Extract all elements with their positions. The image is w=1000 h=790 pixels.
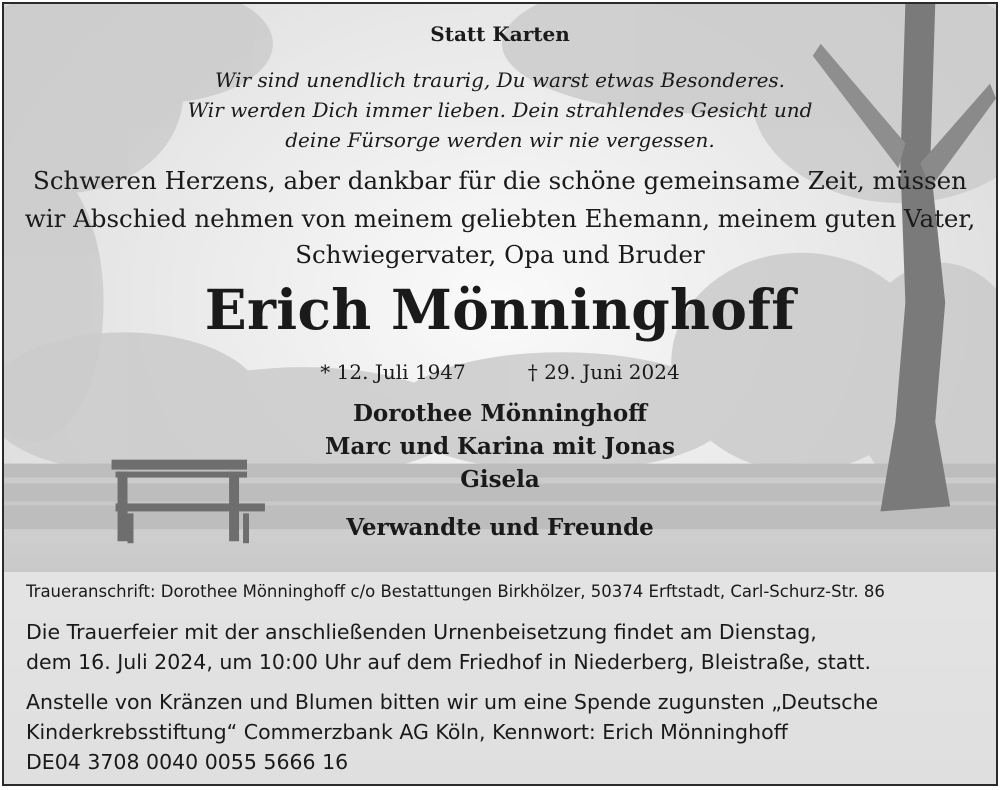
death-date: † 29. Juni 2024 bbox=[527, 360, 680, 384]
motto-line-1: Wir sind unendlich traurig, Du warst etwas Besonderes. bbox=[214, 68, 786, 92]
deceased-name: Erich Mönninghoff bbox=[204, 277, 796, 342]
lead-line-3: Schwiegervater, Opa und Bruder bbox=[295, 240, 705, 269]
motto-line-2: Wir werden Dich immer lieben. Dein strahlendes Gesicht und bbox=[187, 98, 813, 122]
obituary-notice bbox=[2, 2, 998, 786]
mourner-3: Gisela bbox=[460, 466, 540, 493]
motto-line-3: deine Fürsorge werden wir nie vergessen. bbox=[285, 128, 715, 152]
notice-info-section bbox=[4, 572, 996, 786]
ceremony-line-1: Die Trauerfeier mit der anschließenden Urnenbeisetzung findet am Dienstag, bbox=[26, 620, 817, 644]
mourner-1: Dorothee Mönninghoff bbox=[352, 400, 648, 427]
donation-iban: DE04 3708 0040 0055 5666 16 bbox=[26, 750, 349, 774]
donation-line-1: Anstelle von Kränzen und Blumen bitten wir um eine Spende zugunsten „Deutsche bbox=[26, 690, 879, 714]
birth-date: * 12. Juli 1947 bbox=[320, 360, 466, 384]
lead-line-1: Schweren Herzens, aber dankbar für die schöne gemeinsame Zeit, müssen bbox=[33, 166, 967, 195]
lead-line-2: wir Abschied nehmen von meinem geliebten Ehemann, meinem guten Vater, bbox=[24, 204, 976, 233]
relatives-line: Verwandte und Freunde bbox=[346, 514, 654, 541]
funeral-address: Traueranschrift: Dorothee Mönninghoff c/o Bestattungen Birkhölzer, 50374 Erftstadt, Carl-Schurz-Str. 86 bbox=[26, 582, 885, 601]
donation-line-2: Kinderkrebsstiftung“ Commerzbank AG Köln, Kennwort: Erich Mönninghoff bbox=[26, 720, 788, 744]
notice-header: Statt Karten bbox=[430, 22, 570, 46]
ceremony-line-2: dem 16. Juli 2024, um 10:00 Uhr auf dem Friedhof in Niederberg, Bleistraße, statt. bbox=[26, 650, 871, 674]
mourner-2: Marc und Karina mit Jonas bbox=[325, 433, 675, 460]
life-dates bbox=[4, 362, 996, 382]
